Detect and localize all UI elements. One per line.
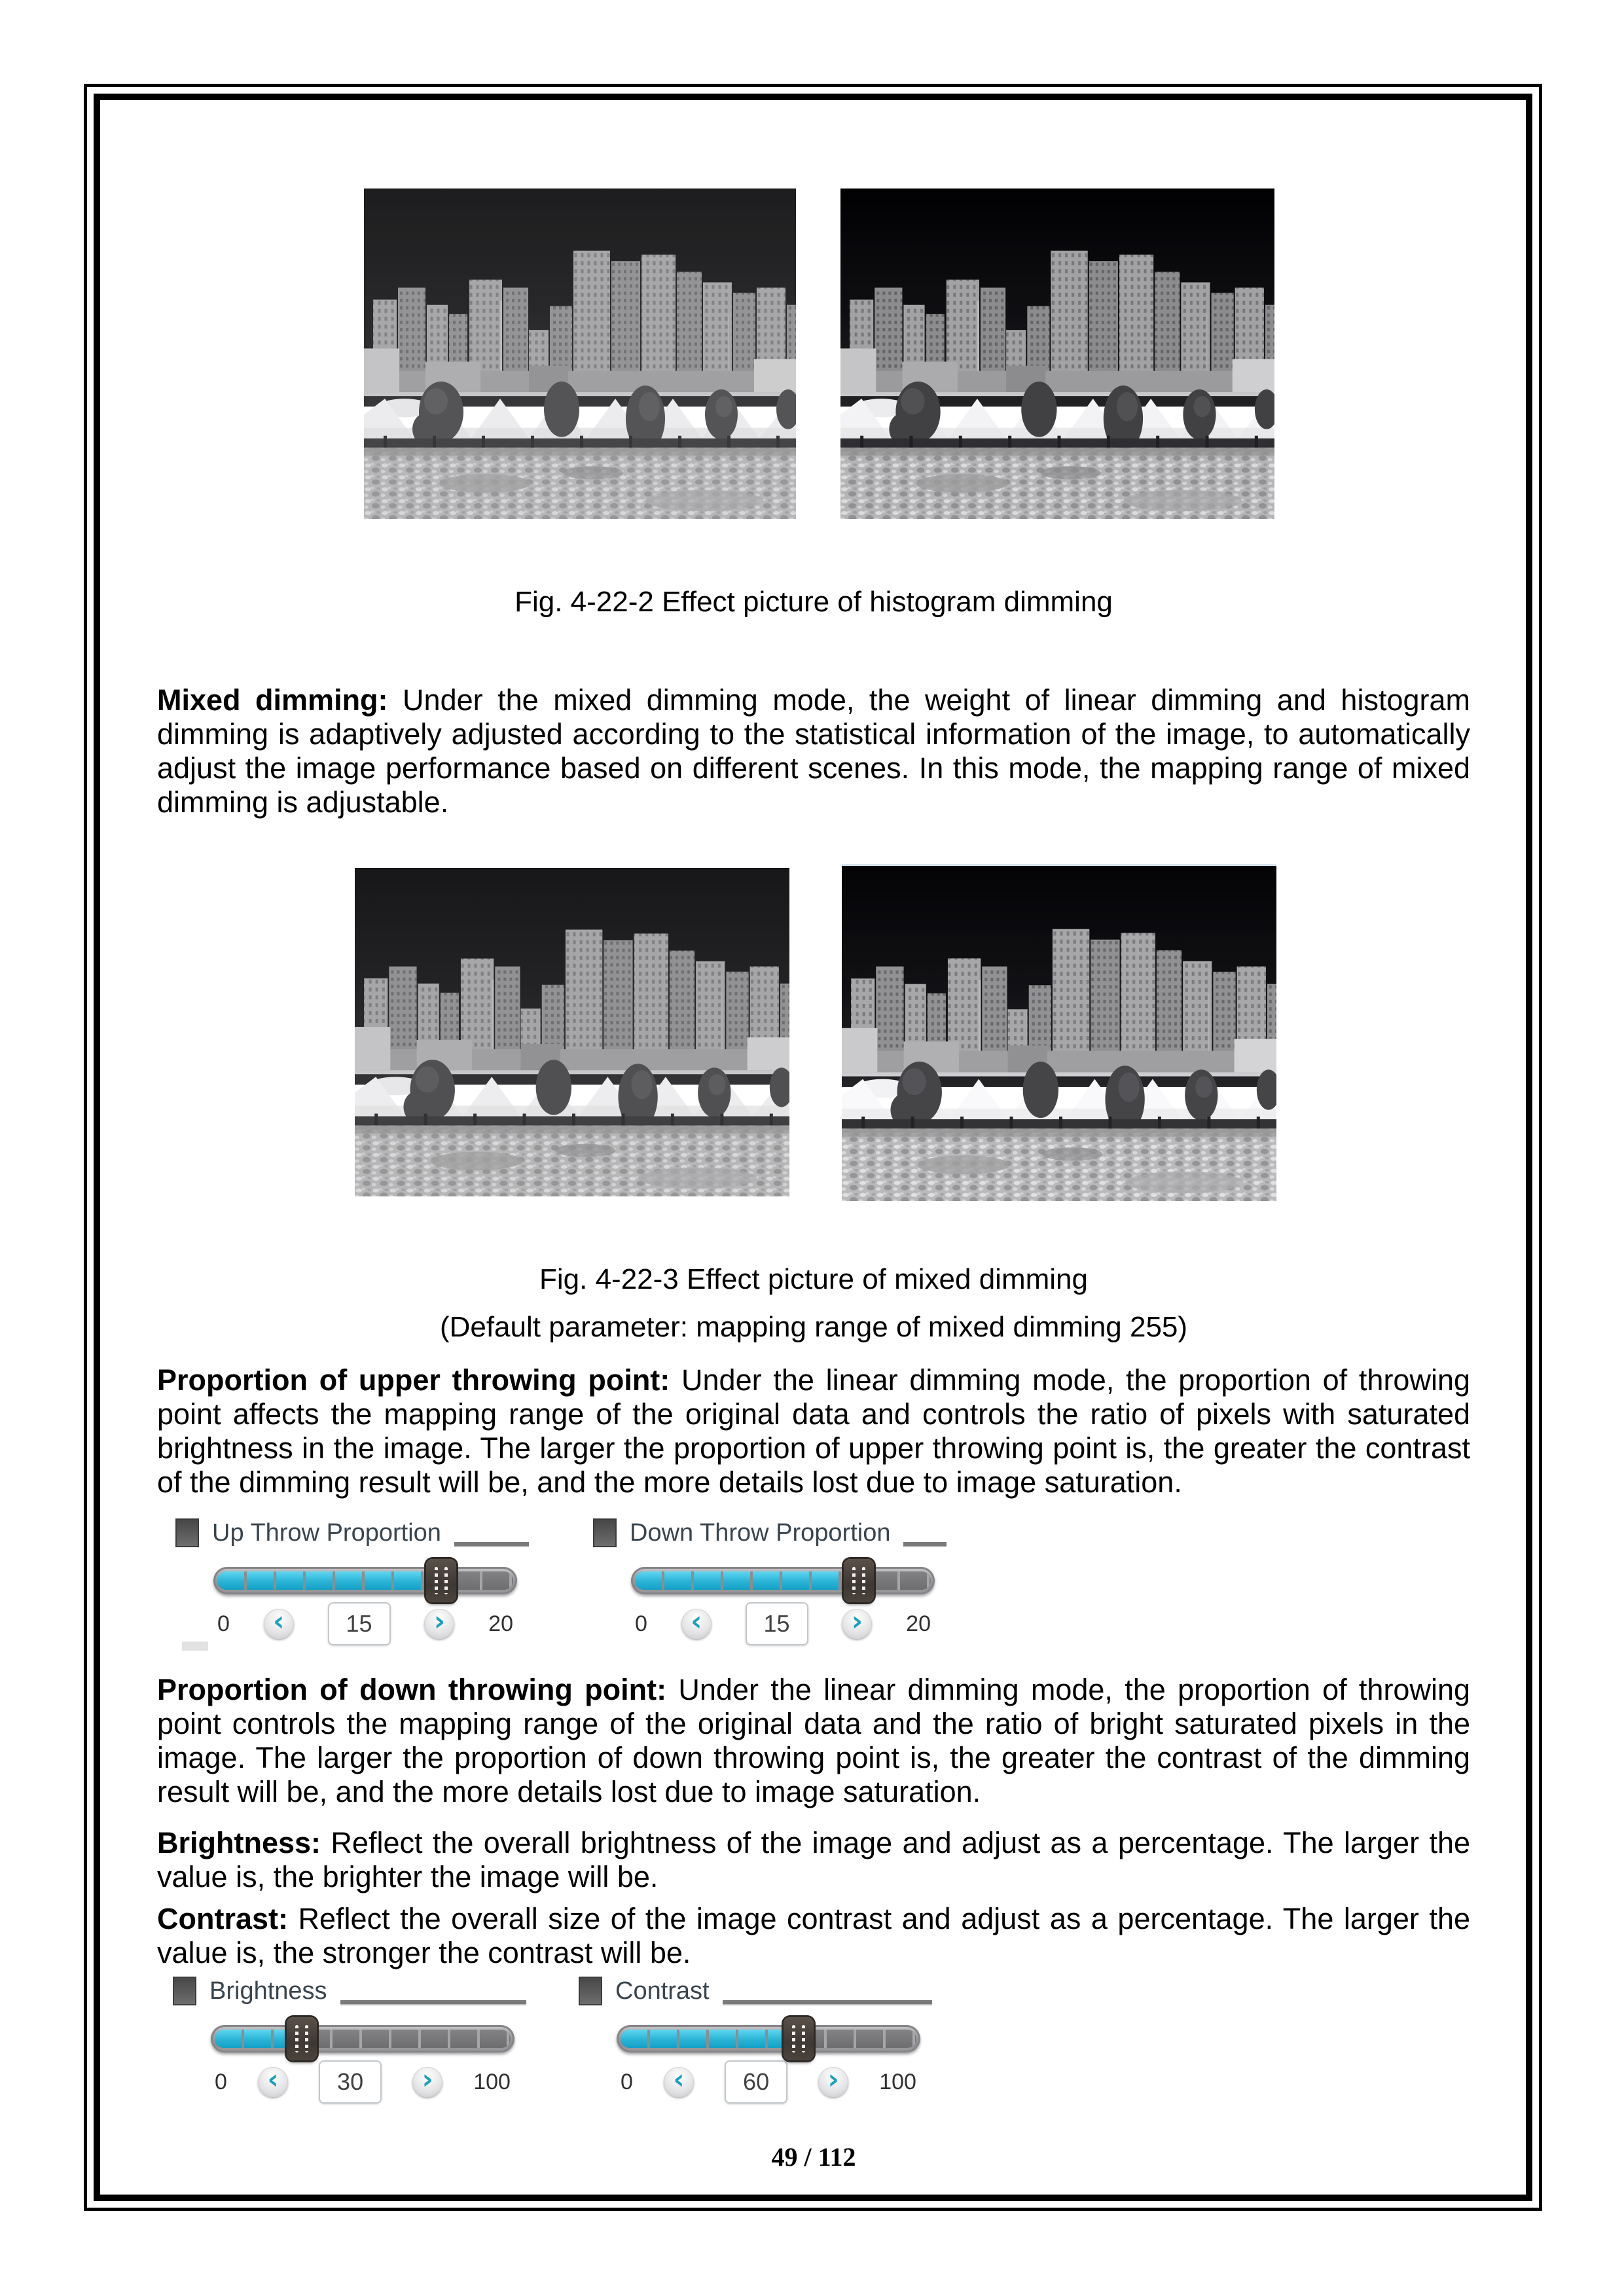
slider-min-label: 0 xyxy=(635,1611,647,1636)
slider-value-input[interactable]: 60 xyxy=(725,2060,787,2104)
paragraph-body: Reflect the overall brightness of the image and adjust as a percentage. The larger the value is, the brighter the image will be. xyxy=(157,1826,1470,1893)
slider-track[interactable] xyxy=(211,2025,514,2053)
slider-label: Brightness xyxy=(209,1977,327,2005)
paragraph-contrast xyxy=(157,1902,1470,1970)
slider-fill xyxy=(635,1571,857,1590)
figure-note-default-parameter: (Default parameter: mapping range of mixed dimming 255) xyxy=(439,1311,1188,1343)
label-underline xyxy=(903,1542,947,1546)
slider-track[interactable] xyxy=(631,1567,935,1594)
slider-label: Down Throw Proportion xyxy=(630,1518,891,1547)
checkbox-icon[interactable] xyxy=(579,1977,602,2005)
decrement-button[interactable] xyxy=(681,1605,712,1639)
checkbox-icon[interactable] xyxy=(173,1977,196,2005)
slider-rail xyxy=(217,1571,513,1590)
checkbox-icon[interactable] xyxy=(593,1518,617,1547)
paragraph-upper-throwing-point xyxy=(157,1363,1470,1499)
slider-value-input[interactable]: 15 xyxy=(746,1602,808,1645)
slider-fill xyxy=(621,2030,798,2048)
slider-thumb[interactable] xyxy=(426,1559,456,1602)
label-underline xyxy=(454,1542,529,1546)
thermal-image-mixed-right xyxy=(842,864,1276,1201)
slider-value-input[interactable]: 15 xyxy=(328,1602,391,1645)
chevron-right-icon: › xyxy=(433,1605,446,1637)
slider-group-down-throw-proportion xyxy=(593,1516,947,1645)
label-underline xyxy=(723,2000,932,2004)
paragraph-body: Under the linear dimming mode, the proportion of throwing point controls the mapping range of the original data and the ratio of bright saturated pixels in the image. The larger the proportion of down throwing point is, the greater the contrast of the dimming result will be, and the more details lost due to image saturation. xyxy=(157,1673,1470,1808)
paragraph-body: Under the linear dimming mode, the proportion of throwing point affects the mapping range of the original data and controls the ratio of pixels with saturated brightness in the image. The larger the proportion of upper throwing point is, the greater the contrast of the dimming result will be, and the more details lost due to image saturation. xyxy=(157,1363,1471,1499)
decrement-button[interactable] xyxy=(664,2063,694,2097)
chevron-left-icon: ‹ xyxy=(691,1605,702,1637)
thermal-image-histogram-left xyxy=(364,188,796,519)
slider-rail xyxy=(635,1571,931,1590)
chevron-left-icon: ‹ xyxy=(267,2063,279,2095)
slider-rail xyxy=(621,2030,916,2048)
paragraph-down-throwing-point xyxy=(157,1673,1470,1809)
checkbox-icon[interactable] xyxy=(175,1518,199,1547)
increment-button[interactable] xyxy=(424,1605,454,1639)
chevron-right-icon: › xyxy=(827,2063,839,2095)
slider-thumb[interactable] xyxy=(287,2017,317,2060)
slider-group-contrast xyxy=(579,1974,932,2104)
paragraph-lead: Mixed dimming: xyxy=(157,683,388,717)
slider-thumb[interactable] xyxy=(784,2017,814,2060)
paragraph-lead: Contrast: xyxy=(157,1902,288,1935)
slider-track[interactable] xyxy=(617,2025,920,2053)
slider-max-label: 20 xyxy=(488,1611,513,1636)
chevron-left-icon: ‹ xyxy=(273,1605,285,1637)
slider-label: Up Throw Proportion xyxy=(212,1518,441,1547)
increment-button[interactable] xyxy=(412,2063,442,2097)
thermal-image-histogram-right xyxy=(840,188,1274,519)
page-number: 49 / 112 xyxy=(771,2142,856,2172)
slider-max-label: 100 xyxy=(473,2069,511,2094)
paragraph-lead: Brightness: xyxy=(157,1826,321,1859)
chevron-right-icon: › xyxy=(851,1605,863,1637)
slider-group-up-throw-proportion xyxy=(175,1516,529,1645)
paragraph-body: Under the mixed dimming mode, the weight of linear dimming and histogram dimming is adaptively adjusted according to the statistical information of the image, to automatically adjust the image performance based on different scenes. In this mode, the mapping range of mixed dimming is adjustable. xyxy=(157,683,1470,819)
slider-group-brightness xyxy=(173,1974,526,2104)
thermal-image-mixed-left xyxy=(355,868,789,1196)
slider-label: Contrast xyxy=(615,1977,710,2005)
paragraph-lead: Proportion of upper throwing point: xyxy=(157,1363,670,1397)
label-underline xyxy=(340,2000,526,2004)
paragraph-mixed-dimming xyxy=(157,683,1470,819)
slider-min-label: 0 xyxy=(215,2069,227,2094)
slider-thumb[interactable] xyxy=(844,1559,874,1602)
paragraph-lead: Proportion of down throwing point: xyxy=(157,1673,667,1706)
increment-button[interactable] xyxy=(818,2063,848,2097)
decrement-button[interactable] xyxy=(264,1605,294,1639)
paragraph-brightness xyxy=(157,1826,1470,1894)
cropped-ui-artifact xyxy=(182,1641,208,1651)
figure-caption-histogram: Fig. 4-22-2 Effect picture of histogram dimming xyxy=(514,586,1113,618)
slider-track[interactable] xyxy=(213,1567,517,1594)
figure-caption-mixed: Fig. 4-22-3 Effect picture of mixed dimming xyxy=(539,1263,1088,1295)
decrement-button[interactable] xyxy=(258,2063,288,2097)
increment-button[interactable] xyxy=(842,1605,872,1639)
slider-min-label: 0 xyxy=(217,1611,230,1636)
chevron-left-icon: ‹ xyxy=(673,2063,685,2095)
chevron-right-icon: › xyxy=(422,2063,433,2095)
slider-min-label: 0 xyxy=(621,2069,633,2094)
slider-fill xyxy=(217,1571,439,1590)
slider-max-label: 100 xyxy=(879,2069,916,2094)
paragraph-body: Reflect the overall size of the image contrast and adjust as a percentage. The larger the value is, the stronger the contrast will be. xyxy=(157,1902,1470,1969)
slider-value-input[interactable]: 30 xyxy=(319,2060,382,2104)
slider-max-label: 20 xyxy=(906,1611,931,1636)
slider-rail xyxy=(215,2030,511,2048)
